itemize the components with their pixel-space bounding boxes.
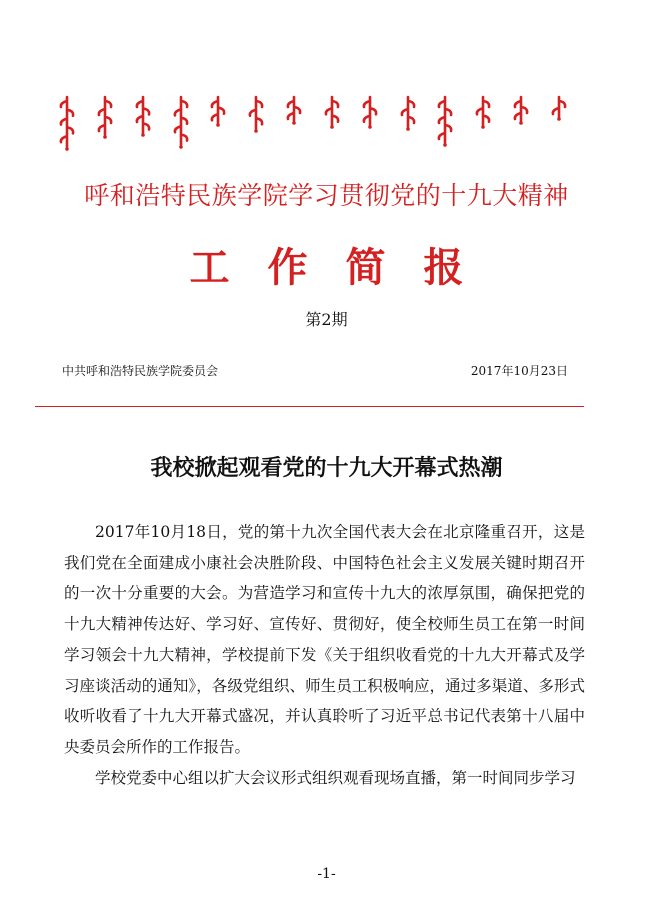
mongolian-vertical-script-icon — [209, 95, 227, 129]
issue-number: 第2期 — [305, 310, 348, 329]
paragraph: 2017年10月18日，党的第十九次全国代表大会在北京隆重召开，这是我们党在全面建成小康社会决胜阶段、中国特色社会主义发展关键时期召开的一次十分重要的大会。为营造学习和宣传十九大的浓厚氛围，确保把党的十九大精神传达好、学习好、宣传好、贯彻好，使全校师生员工在第一时间学习领会十九大精神，学校提前下发《关于组织收看党的十九大开幕式及学习座谈活动的通知》，各级党组织、师生员工积极响应，通过多渠道、多形式收听收看了十九大开幕式盛况，并认真聆听了习近平总书记代表第十八届中央委员会所作的工作报告。 — [64, 523, 585, 756]
mongolian-vertical-script-icon — [58, 95, 76, 153]
main-title: 工作简报 — [189, 245, 502, 291]
mongolian-vertical-script-icon — [96, 95, 114, 141]
mongolian-vertical-script-icon — [550, 95, 568, 123]
article-body — [64, 517, 585, 793]
mongolian-vertical-script-icon — [247, 95, 265, 135]
mongolian-vertical-script-icon — [285, 95, 303, 127]
red-divider — [35, 406, 584, 407]
mongolian-vertical-script-icon — [361, 95, 379, 131]
mongolian-vertical-script-icon — [474, 95, 492, 131]
mongolian-vertical-script-icon — [134, 95, 152, 139]
mongolian-script-header — [58, 95, 568, 157]
page-number: -1- — [317, 866, 336, 882]
mongolian-vertical-script-icon — [172, 95, 190, 151]
article-title: 我校掀起观看党的十九大开幕式热潮 — [150, 455, 503, 481]
mongolian-vertical-script-icon — [399, 95, 417, 133]
paragraph: 学校党委中心组以扩大会议形式组织观看现场直播，第一时间同步学习 — [95, 768, 576, 787]
issue-date: 2017年10月23日 — [470, 364, 568, 378]
org-title: 呼和浩特民族学院学习贯彻党的十九大精神 — [84, 181, 569, 210]
mongolian-vertical-script-icon — [323, 95, 341, 131]
mongolian-vertical-script-icon — [512, 95, 530, 127]
issuer-name: 中共呼和浩特民族学院委员会 — [62, 364, 219, 378]
mongolian-vertical-script-icon — [436, 95, 454, 149]
